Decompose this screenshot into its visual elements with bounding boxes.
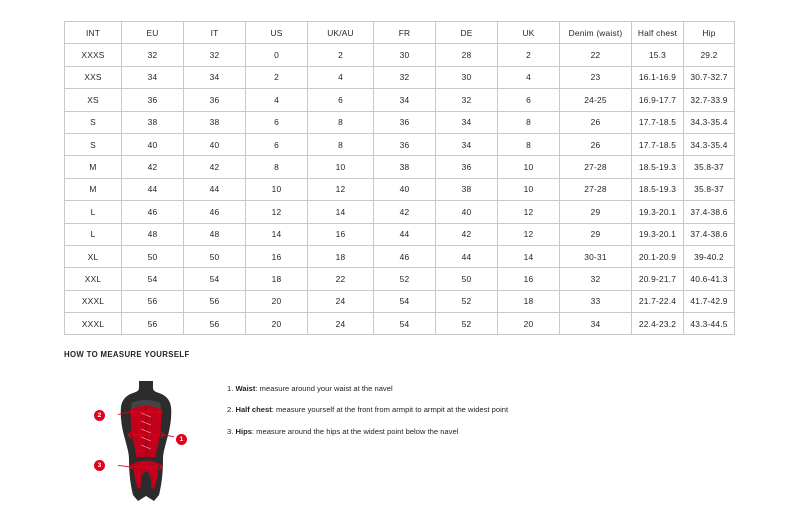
cell-denim-waist: 26: [560, 133, 632, 155]
cell-us: 20: [246, 313, 308, 335]
column-header-uk: UK: [498, 22, 560, 44]
cell-uk: 8: [498, 133, 560, 155]
cell-de: 38: [436, 178, 498, 200]
column-header-half-chest: Half chest: [632, 22, 684, 44]
cell-fr: 54: [374, 290, 436, 312]
cell-uk: 10: [498, 156, 560, 178]
cell-int: XL: [65, 245, 122, 267]
table-row: [65, 178, 735, 200]
cell-uk: 12: [498, 201, 560, 223]
cell-denim-waist: 33: [560, 290, 632, 312]
cell-fr: 52: [374, 268, 436, 290]
cell-uk-au: 12: [308, 178, 374, 200]
column-header-int: INT: [65, 22, 122, 44]
cell-eu: 46: [122, 201, 184, 223]
cell-hip: 35.8-37: [684, 178, 735, 200]
cell-de: 44: [436, 245, 498, 267]
cell-eu: 42: [122, 156, 184, 178]
cell-fr: 36: [374, 133, 436, 155]
cell-hip: 37.4-38.6: [684, 223, 735, 245]
cell-it: 46: [184, 201, 246, 223]
cell-int: S: [65, 133, 122, 155]
cell-half-chest: 21.7-22.4: [632, 290, 684, 312]
cell-us: 4: [246, 89, 308, 111]
cell-it: 56: [184, 290, 246, 312]
cell-denim-waist: 34: [560, 313, 632, 335]
cell-eu: 34: [122, 66, 184, 88]
cell-uk-au: 22: [308, 268, 374, 290]
cell-half-chest: 19.3-20.1: [632, 223, 684, 245]
cell-it: 50: [184, 245, 246, 267]
instruction-half-chest-number: 2.: [227, 405, 234, 415]
cell-uk-au: 16: [308, 223, 374, 245]
cell-denim-waist: 32: [560, 268, 632, 290]
cell-fr: 30: [374, 44, 436, 66]
cell-denim-waist: 27-28: [560, 178, 632, 200]
cell-it: 42: [184, 156, 246, 178]
cell-de: 36: [436, 156, 498, 178]
cell-uk-au: 8: [308, 111, 374, 133]
cell-half-chest: 20.9-21.7: [632, 268, 684, 290]
table-body: [65, 44, 735, 335]
instruction-hips-text: : measure around the hips at the widest point below the navel: [251, 426, 459, 436]
table-row: [65, 156, 735, 178]
cell-half-chest: 17.7-18.5: [632, 111, 684, 133]
cell-denim-waist: 29: [560, 223, 632, 245]
cell-it: 32: [184, 44, 246, 66]
table-row: [65, 290, 735, 312]
cell-denim-waist: 30-31: [560, 245, 632, 267]
cell-it: 36: [184, 89, 246, 111]
cell-denim-waist: 23: [560, 66, 632, 88]
table-row: [65, 313, 735, 335]
cell-half-chest: 22.4-23.2: [632, 313, 684, 335]
table-row: [65, 268, 735, 290]
cell-int: XXXL: [65, 313, 122, 335]
cell-eu: 56: [122, 290, 184, 312]
cell-it: 56: [184, 313, 246, 335]
cell-denim-waist: 24-25: [560, 89, 632, 111]
cell-uk: 8: [498, 111, 560, 133]
cell-uk: 16: [498, 268, 560, 290]
instruction-waist-number: 1.: [227, 384, 234, 393]
cell-uk-au: 2: [308, 44, 374, 66]
cell-it: 44: [184, 178, 246, 200]
cell-fr: 34: [374, 89, 436, 111]
cell-uk-au: 6: [308, 89, 374, 111]
cell-us: 16: [246, 245, 308, 267]
table-row: [65, 223, 735, 245]
cell-us: 10: [246, 178, 308, 200]
cell-half-chest: 16.1-16.9: [632, 66, 684, 88]
size-table-container: [64, 21, 734, 335]
table-row: [65, 111, 735, 133]
cell-int: XXXS: [65, 44, 122, 66]
measure-instructions: [227, 373, 508, 449]
instruction-hips-term: Hips: [235, 426, 252, 436]
cell-de: 30: [436, 66, 498, 88]
cell-uk: 6: [498, 89, 560, 111]
cell-us: 8: [246, 156, 308, 178]
cell-uk-au: 8: [308, 133, 374, 155]
cell-hip: 34.3-35.4: [684, 133, 735, 155]
cell-eu: 32: [122, 44, 184, 66]
cell-hip: 35.8-37: [684, 156, 735, 178]
instruction-waist-text: : measure around your waist at the navel: [255, 384, 393, 393]
cell-hip: 34.3-35.4: [684, 111, 735, 133]
table-row: [65, 133, 735, 155]
how-to-measure-title: HOW TO MEASURE YOURSELF: [64, 350, 190, 359]
cell-fr: 54: [374, 313, 436, 335]
cell-int: XXS: [65, 66, 122, 88]
cell-eu: 40: [122, 133, 184, 155]
table-row: [65, 44, 735, 66]
cell-eu: 38: [122, 111, 184, 133]
cell-int: XS: [65, 89, 122, 111]
table-header: [65, 22, 735, 44]
cell-us: 0: [246, 44, 308, 66]
marker-3-hips: 3: [94, 460, 105, 471]
cell-de: 34: [436, 111, 498, 133]
column-header-fr: FR: [374, 22, 436, 44]
cell-fr: 32: [374, 66, 436, 88]
table-row: [65, 89, 735, 111]
how-to-measure-body: [64, 373, 734, 508]
cell-denim-waist: 29: [560, 201, 632, 223]
cell-de: 28: [436, 44, 498, 66]
cell-half-chest: 20.1-20.9: [632, 245, 684, 267]
column-header-hip: Hip: [684, 22, 735, 44]
cell-uk-au: 14: [308, 201, 374, 223]
cell-uk: 2: [498, 44, 560, 66]
cell-it: 34: [184, 66, 246, 88]
cell-de: 52: [436, 313, 498, 335]
cell-fr: 44: [374, 223, 436, 245]
cell-fr: 38: [374, 156, 436, 178]
cell-it: 38: [184, 111, 246, 133]
cell-int: L: [65, 223, 122, 245]
cell-int: S: [65, 111, 122, 133]
column-header-eu: EU: [122, 22, 184, 44]
marker-1-waist: 1: [176, 434, 187, 445]
cell-half-chest: 18.5-19.3: [632, 178, 684, 200]
cell-eu: 44: [122, 178, 184, 200]
cell-eu: 54: [122, 268, 184, 290]
cell-hip: 39-40.2: [684, 245, 735, 267]
cell-uk-au: 4: [308, 66, 374, 88]
cell-denim-waist: 22: [560, 44, 632, 66]
cell-eu: 48: [122, 223, 184, 245]
cell-hip: 41.7-42.9: [684, 290, 735, 312]
cell-hip: 30.7-32.7: [684, 66, 735, 88]
column-header-denim-waist: Denim (waist): [560, 22, 632, 44]
cell-uk: 12: [498, 223, 560, 245]
cell-hip: 43.3-44.5: [684, 313, 735, 335]
cell-int: M: [65, 156, 122, 178]
cell-us: 6: [246, 111, 308, 133]
cell-half-chest: 16.9-17.7: [632, 89, 684, 111]
cell-uk: 20: [498, 313, 560, 335]
instruction-half-chest-text: : measure yourself at the front from armpit to armpit at the widest point: [271, 405, 509, 415]
cell-fr: 40: [374, 178, 436, 200]
column-header-uk-au: UK/AU: [308, 22, 374, 44]
cell-de: 50: [436, 268, 498, 290]
how-to-measure-section: [64, 350, 734, 508]
cell-de: 40: [436, 201, 498, 223]
cell-eu: 36: [122, 89, 184, 111]
cell-eu: 56: [122, 313, 184, 335]
cell-int: M: [65, 178, 122, 200]
instruction-waist-term: Waist: [235, 384, 256, 393]
cell-it: 54: [184, 268, 246, 290]
instruction-hips: [227, 428, 508, 436]
cell-us: 18: [246, 268, 308, 290]
cell-us: 12: [246, 201, 308, 223]
table-header-row: [65, 22, 735, 44]
size-conversion-table: [64, 21, 735, 335]
cell-int: XXL: [65, 268, 122, 290]
column-header-it: IT: [184, 22, 246, 44]
cell-uk: 10: [498, 178, 560, 200]
cell-hip: 29.2: [684, 44, 735, 66]
cell-fr: 42: [374, 201, 436, 223]
cell-de: 42: [436, 223, 498, 245]
cell-half-chest: 18.5-19.3: [632, 156, 684, 178]
cell-denim-waist: 26: [560, 111, 632, 133]
cell-de: 34: [436, 133, 498, 155]
cell-half-chest: 19.3-20.1: [632, 201, 684, 223]
cell-de: 32: [436, 89, 498, 111]
cell-fr: 36: [374, 111, 436, 133]
instruction-half-chest: [227, 406, 508, 414]
cell-uk-au: 18: [308, 245, 374, 267]
cell-de: 52: [436, 290, 498, 312]
table-row: [65, 66, 735, 88]
cell-denim-waist: 27-28: [560, 156, 632, 178]
cell-hip: 40.6-41.3: [684, 268, 735, 290]
cell-half-chest: 17.7-18.5: [632, 133, 684, 155]
cell-us: 2: [246, 66, 308, 88]
column-header-us: US: [246, 22, 308, 44]
cell-hip: 37.4-38.6: [684, 201, 735, 223]
column-header-de: DE: [436, 22, 498, 44]
cell-us: 14: [246, 223, 308, 245]
cell-int: L: [65, 201, 122, 223]
cell-uk-au: 24: [308, 290, 374, 312]
cell-uk: 14: [498, 245, 560, 267]
marker-2-half-chest: 2: [94, 410, 105, 421]
cell-it: 48: [184, 223, 246, 245]
cell-us: 20: [246, 290, 308, 312]
cell-uk: 4: [498, 66, 560, 88]
table-row: [65, 201, 735, 223]
instruction-hips-number: 3.: [227, 426, 234, 436]
instruction-waist: [227, 385, 508, 393]
cell-us: 6: [246, 133, 308, 155]
mannequin-illustration: [118, 379, 174, 503]
mannequin-figure: [90, 373, 205, 508]
cell-int: XXXL: [65, 290, 122, 312]
cell-uk: 18: [498, 290, 560, 312]
cell-hip: 32.7-33.9: [684, 89, 735, 111]
instruction-half-chest-term: Half chest: [235, 405, 272, 415]
cell-half-chest: 15.3: [632, 44, 684, 66]
cell-fr: 46: [374, 245, 436, 267]
table-row: [65, 245, 735, 267]
cell-it: 40: [184, 133, 246, 155]
cell-uk-au: 24: [308, 313, 374, 335]
cell-uk-au: 10: [308, 156, 374, 178]
cell-eu: 50: [122, 245, 184, 267]
